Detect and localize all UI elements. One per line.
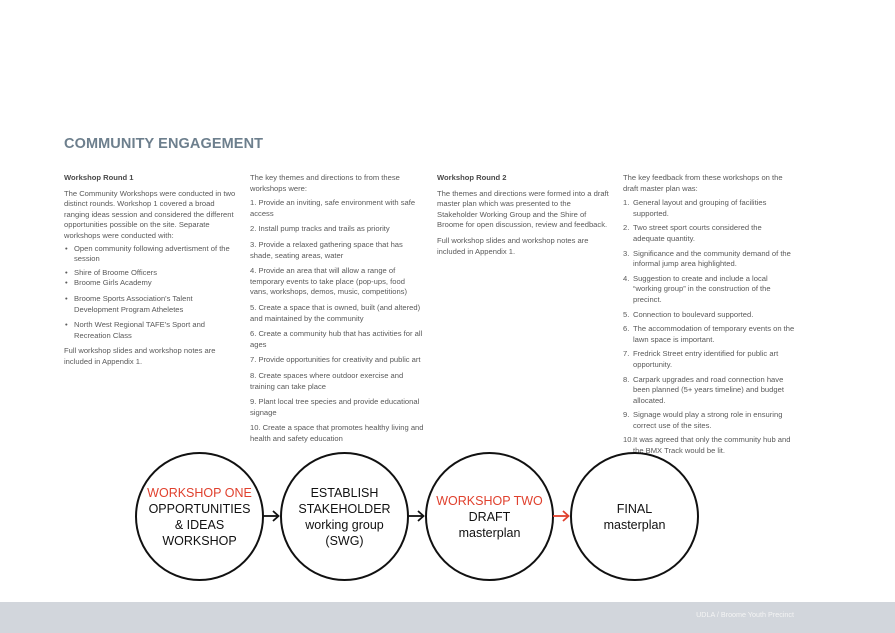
workshop-round-2-intro: The themes and directions were formed into a draft master plan which was presented to the Stakeholder Working Group and the Shire of Broome for open discussion, review and feedback. xyxy=(437,188,609,230)
list-item: • North West Regional TAFE's Sport and Recreation Class xyxy=(64,320,236,341)
key-themes-intro: The key themes and directions to from these workshops were: xyxy=(250,173,400,193)
step-line: OPPORTUNITIES xyxy=(148,501,251,516)
workshop-round-1-intro: The Community Workshops were conducted in two distinct rounds. Workshop 1 covered a broad ranging ideas session and considered the different opportunities possible on the site. Separate workshops were conducted with: xyxy=(64,188,236,240)
step-line: masterplan xyxy=(458,525,521,540)
list-item-text: General layout and grouping of facilities supported. xyxy=(633,198,767,218)
workshop-round-2-heading: Workshop Round 2 xyxy=(437,173,507,182)
list-item-text: Fredrick Street entry identified for public art opportunity. xyxy=(633,349,779,369)
list-item-number: 3. xyxy=(623,248,630,258)
footer-credit: UDLA / Broome Youth Precinct xyxy=(696,610,794,619)
step-line: masterplan xyxy=(603,517,666,532)
final-masterplan-circle xyxy=(570,452,699,581)
list-item: 4. Provide an area that will allow a range of temporary events to take place (pop-ups, food vans, workshops, demos, music, competitions) xyxy=(250,266,407,297)
footer-bar xyxy=(0,602,895,633)
feedback-list xyxy=(623,198,795,456)
list-item-number: 1. xyxy=(623,198,630,208)
list-item xyxy=(623,375,795,407)
list-item xyxy=(623,410,795,431)
list-item xyxy=(623,223,795,244)
list-item-number: 8. xyxy=(623,374,630,384)
list-item xyxy=(623,310,795,321)
list-item xyxy=(623,324,795,345)
list-item: 8. Create spaces where outdoor exercise and training can take place xyxy=(250,370,404,391)
list-item: • Broome Sports Association's Talent Development Program Atheletes xyxy=(64,294,236,315)
list-item: • Broome Girls Academy xyxy=(64,278,236,289)
list-item: 1. Provide an inviting, safe environment with safe access xyxy=(250,198,416,218)
list-item-number: 9. xyxy=(623,410,630,420)
list-item: • Open community following advertisment of the session xyxy=(64,244,236,265)
list-item: 7. Provide opportunities for creativity and public art xyxy=(250,355,421,365)
list-item: 5. Create a space that is owned, built (and altered) and maintained by the community xyxy=(250,302,421,323)
list-item: • Shire of Broome Officers xyxy=(64,268,236,279)
list-item-text: Two street sport courts considered the adequate quantity. xyxy=(633,223,762,243)
list-item-number: 4. xyxy=(623,273,630,283)
step-line: FINAL xyxy=(616,501,653,516)
list-item: 9. Plant local tree species and provide educational signage xyxy=(250,397,420,417)
list-item-number: 6. xyxy=(623,324,630,334)
list-item xyxy=(623,198,795,219)
list-item-text: Suggestion to create and include a local “working group” in the construction of the precinct. xyxy=(633,273,771,304)
arrow-right-red-icon xyxy=(553,509,571,523)
list-item-number: 2. xyxy=(623,223,630,233)
step-line: working group xyxy=(305,517,384,532)
workshop-round-1-column xyxy=(64,173,236,373)
step-label-red: WORKSHOP TWO xyxy=(436,493,543,508)
step-line: DRAFT xyxy=(468,509,511,524)
workshop-two-circle xyxy=(425,452,554,581)
step-label-red: WORKSHOP ONE xyxy=(147,485,252,500)
list-item-text: The accommodation of temporary events on the lawn space is important. xyxy=(633,324,795,344)
list-item xyxy=(623,349,795,370)
workshop-groups-list xyxy=(64,244,236,342)
workshop-round-1-heading: Workshop Round 1 xyxy=(64,173,134,182)
list-item-text: Connection to boulevard supported. xyxy=(633,309,754,319)
list-item: 6. Create a community hub that has activities for all ages xyxy=(250,329,423,349)
key-feedback-intro: The key feedback from these workshops on the draft master plan was: xyxy=(623,173,783,193)
key-feedback-column xyxy=(623,173,795,461)
list-item: 2. Install pump tracks and trails as priority xyxy=(250,224,390,234)
step-line: STAKEHOLDER xyxy=(298,501,391,516)
workshop-round-2-column xyxy=(437,173,609,262)
list-item xyxy=(623,249,795,270)
arrow-right-icon xyxy=(263,509,281,523)
step-line: & IDEAS xyxy=(174,517,225,532)
workshop-round-1-footnote: Full workshop slides and workshop notes are included in Appendix 1. xyxy=(64,346,216,366)
arrow-right-icon xyxy=(408,509,426,523)
list-item-text: Significance and the community demand of the informal jump area highlighted. xyxy=(633,248,791,269)
step-line: (SWG) xyxy=(325,533,364,548)
key-themes-column xyxy=(250,173,424,449)
step-line: WORKSHOP xyxy=(162,533,237,548)
list-item: 3. Provide a relaxed gathering space that has shade, seating areas, water xyxy=(250,239,403,260)
workshop-one-circle xyxy=(135,452,264,581)
establish-swg-circle xyxy=(280,452,409,581)
page-title: COMMUNITY ENGAGEMENT xyxy=(64,136,264,152)
list-item xyxy=(623,274,795,306)
list-item-number: 10. xyxy=(623,435,634,445)
workshop-round-2-footnote: Full workshop slides and workshop notes are included in Appendix 1. xyxy=(437,235,589,256)
list-item-text: It was agreed that only the community hub and the BMX Track would be lit. xyxy=(633,435,791,456)
list-item: 10. Create a space that promotes healthy living and health and safety education xyxy=(250,423,424,443)
list-item-text: Carpark upgrades and road connection have been planned (5+ years timeline) and budget allocated. xyxy=(633,374,784,405)
list-item-number: 5. xyxy=(623,309,630,319)
list-item-text: Signage would play a strong role in ensuring correct use of the sites. xyxy=(633,410,783,430)
step-line: ESTABLISH xyxy=(310,485,379,500)
list-item-number: 7. xyxy=(623,349,630,359)
